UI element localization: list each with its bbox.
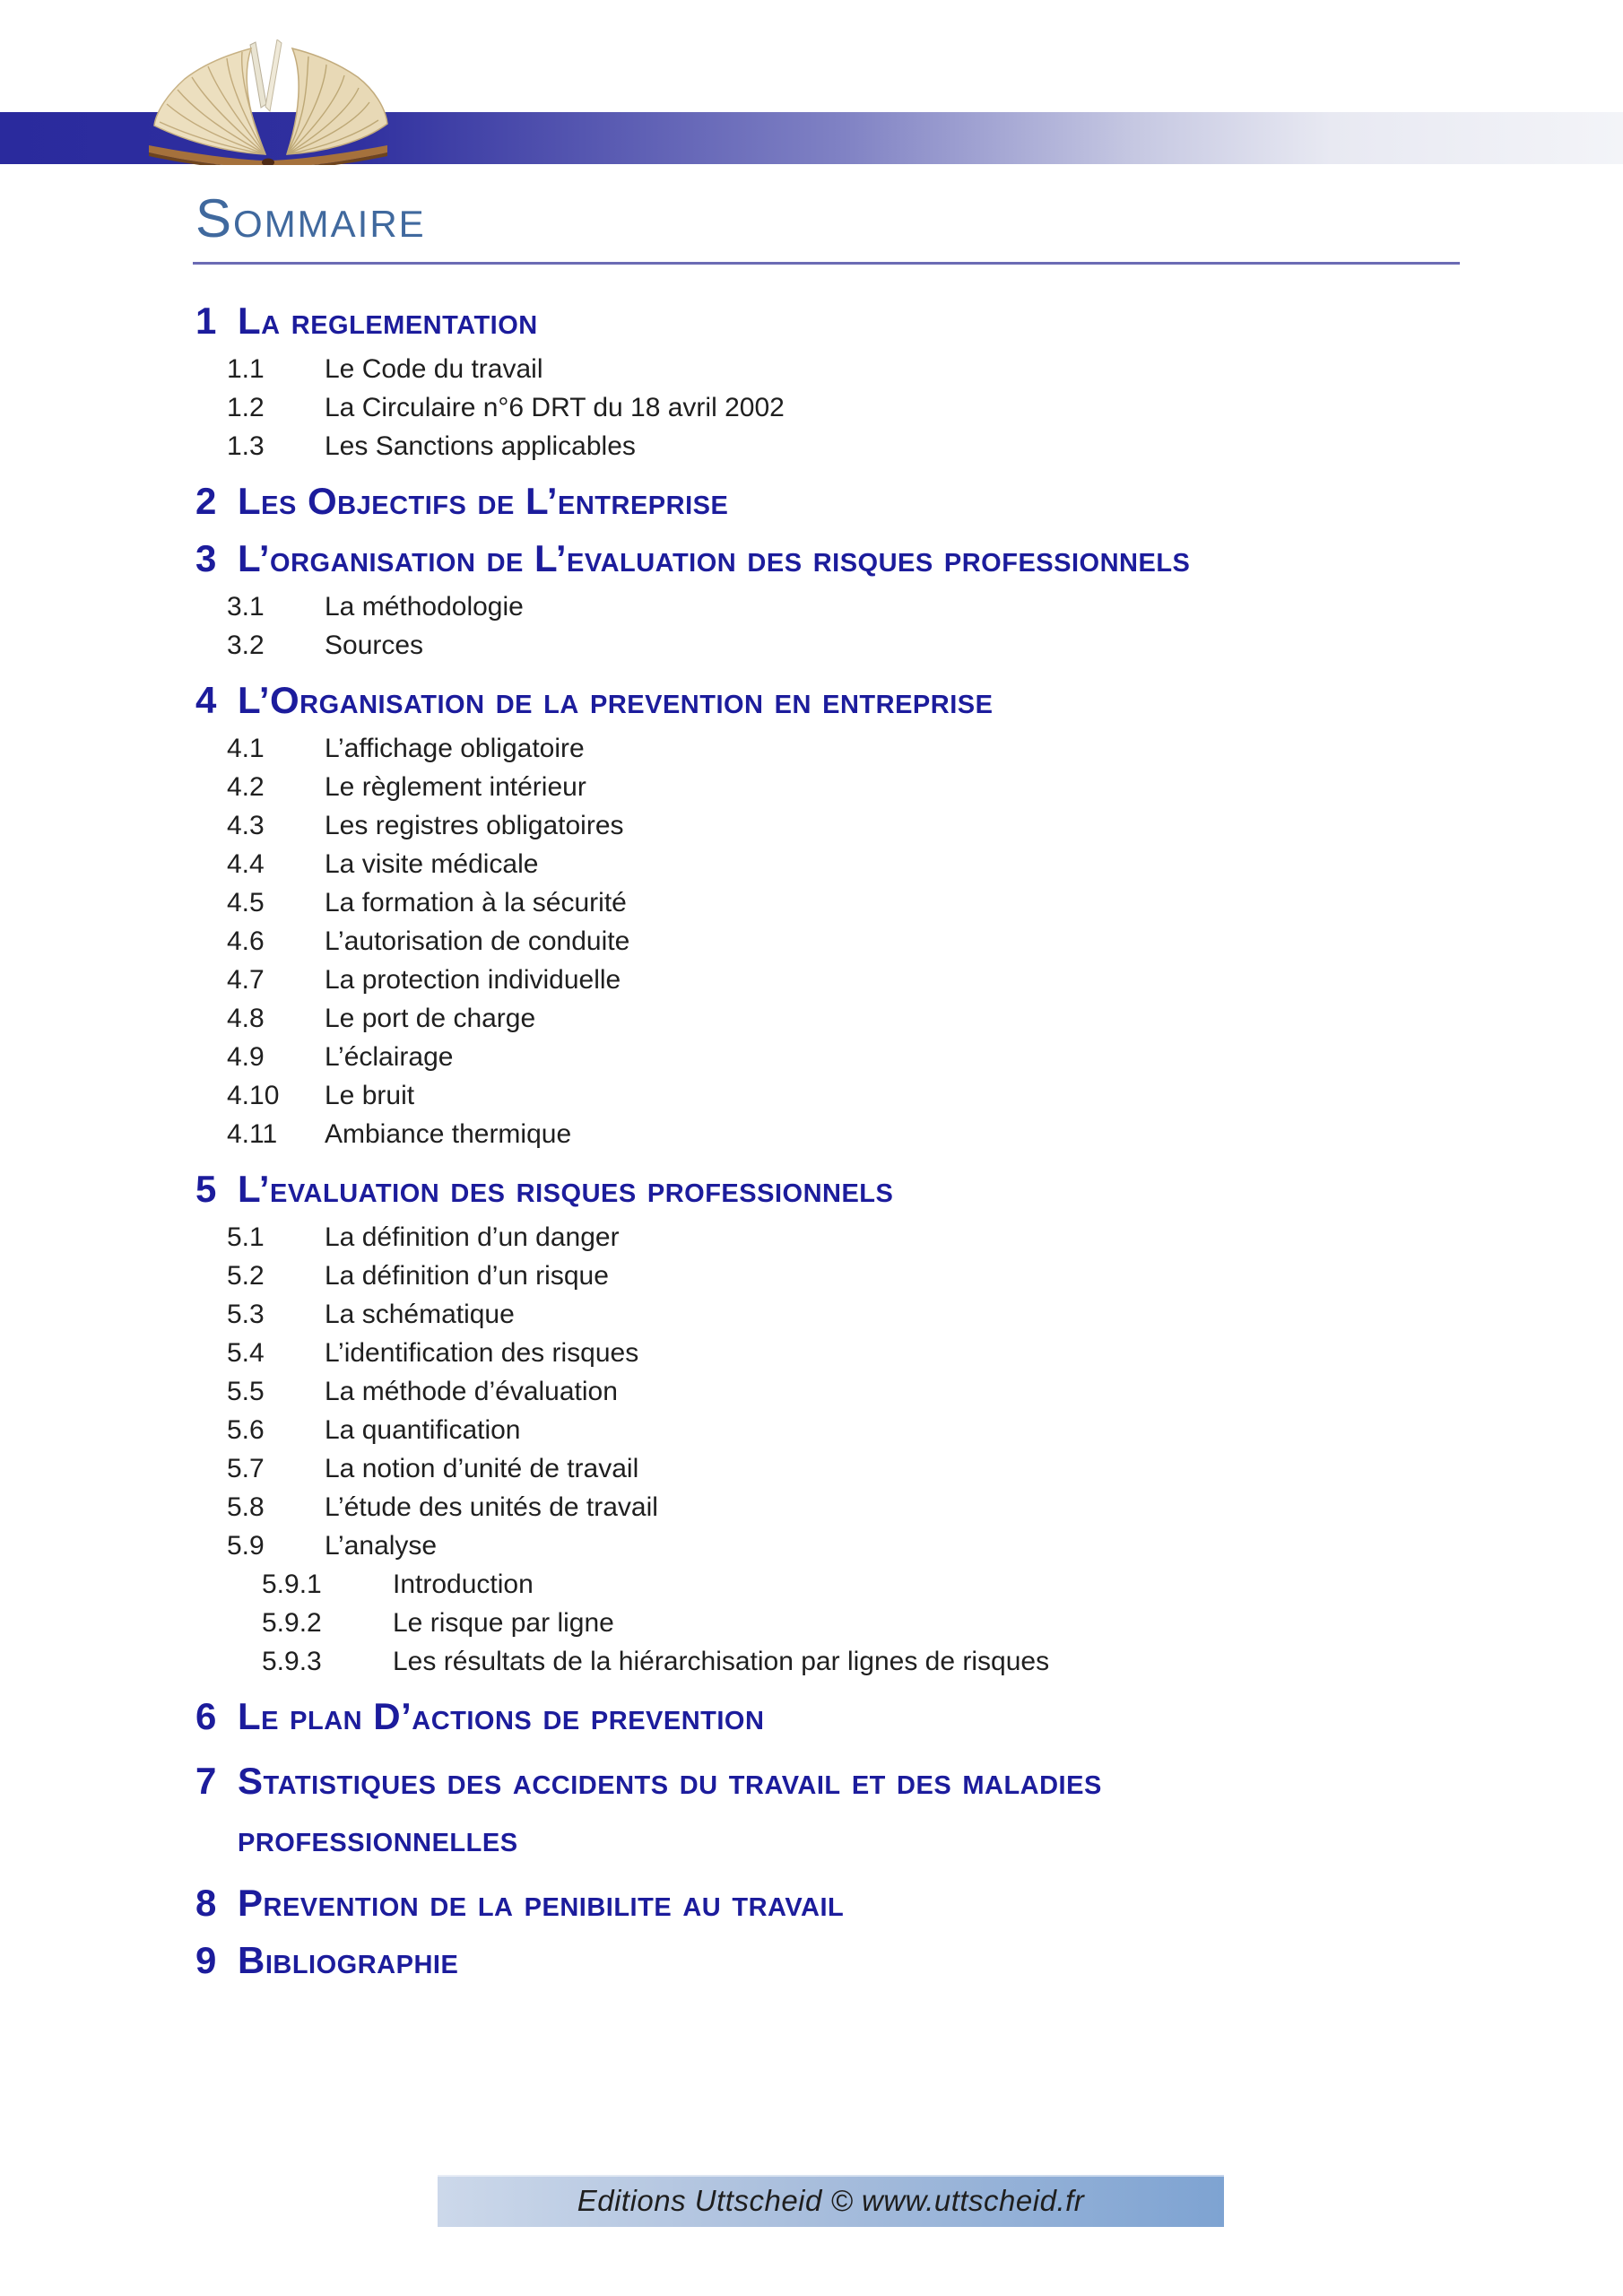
toc-item-label: Ambiance thermique	[325, 1119, 572, 1149]
toc-item-number: 5.9.1	[262, 1570, 322, 1599]
toc-item-label: L’autorisation de conduite	[325, 926, 630, 956]
toc-item-label: Les Objectifs de L’entreprise	[238, 480, 729, 522]
toc-item-3.2	[195, 626, 1462, 665]
toc-item-label: Introduction	[393, 1570, 534, 1599]
toc-item-label: L’étude des unités de travail	[325, 1492, 658, 1522]
toc-item-label: Le plan D’actions de prevention	[238, 1695, 765, 1737]
toc-item-5.4	[195, 1334, 1462, 1372]
toc-item-label: La définition d’un risque	[325, 1261, 609, 1291]
toc-item-4.9	[195, 1038, 1462, 1076]
toc-item-1.3	[195, 427, 1462, 465]
toc-item-label: Le Code du travail	[325, 354, 543, 384]
toc-item-label: La définition d’un danger	[325, 1222, 620, 1252]
toc-item-label: La notion d’unité de travail	[325, 1454, 639, 1483]
toc-item-number: 4.1	[227, 734, 265, 763]
toc-item-4.4	[195, 845, 1462, 883]
toc-item-label: L’éclairage	[325, 1042, 454, 1072]
toc-item-number: 6	[195, 1695, 217, 1737]
toc-item-number: 5.9.2	[262, 1608, 322, 1638]
toc-item-5.9.3	[195, 1642, 1462, 1681]
toc-item-label: L’Organisation de la prevention en entreprise	[238, 679, 994, 721]
toc-item-label: Statistiques des accidents du travail et des maladies professionnelles	[238, 1760, 1102, 1859]
toc-item-label: La schématique	[325, 1300, 515, 1329]
toc-item-number: 4.10	[227, 1081, 280, 1110]
toc-item-label: Le bruit	[325, 1081, 415, 1110]
toc-item-label: Les Sanctions applicables	[325, 431, 636, 461]
toc-item-4.3	[195, 806, 1462, 845]
table-of-contents	[195, 285, 1462, 1989]
toc-item-4.8	[195, 999, 1462, 1038]
page-title: Sommaire	[195, 188, 426, 248]
toc-item-4	[195, 679, 1462, 722]
toc-item-5.7	[195, 1449, 1462, 1488]
toc-item-number: 5	[195, 1168, 217, 1210]
toc-item-label: Le port de charge	[325, 1004, 536, 1033]
toc-item-number: 5.4	[227, 1338, 265, 1368]
toc-item-5	[195, 1168, 1462, 1211]
toc-item-3	[195, 537, 1462, 580]
toc-item-number: 4.2	[227, 772, 265, 802]
toc-item-5.3	[195, 1295, 1462, 1334]
toc-item-label: L’organisation de L’evaluation des risques professionnels	[238, 537, 1191, 579]
toc-item-label: L’affichage obligatoire	[325, 734, 585, 763]
toc-item-4.11	[195, 1115, 1462, 1153]
toc-item-number: 8	[195, 1882, 217, 1924]
toc-item-number: 7	[195, 1760, 217, 1802]
toc-item-5.9	[195, 1526, 1462, 1565]
toc-item-1	[195, 300, 1462, 343]
toc-item-5.9.2	[195, 1604, 1462, 1642]
toc-item-9	[195, 1939, 1462, 1982]
toc-item-number: 2	[195, 480, 217, 522]
toc-item-8	[195, 1882, 1462, 1925]
toc-item-4.2	[195, 768, 1462, 806]
toc-item-label: L’identification des risques	[325, 1338, 639, 1368]
toc-item-number: 5.9.3	[262, 1647, 322, 1676]
toc-item-5.1	[195, 1218, 1462, 1257]
open-book-icon	[142, 39, 395, 165]
toc-item-5.9.1	[195, 1565, 1462, 1604]
toc-item-number: 4.3	[227, 811, 265, 840]
toc-item-label: La Circulaire n°6 DRT du 18 avril 2002	[325, 393, 785, 422]
toc-item-number: 5.3	[227, 1300, 265, 1329]
toc-item-label: La protection individuelle	[325, 965, 621, 995]
footer-bar	[438, 2175, 1224, 2227]
toc-item-label: L’evaluation des risques professionnels	[238, 1168, 894, 1210]
toc-item-label: L’analyse	[325, 1531, 438, 1561]
toc-item-7	[195, 1752, 1462, 1867]
toc-item-label: La quantification	[325, 1415, 521, 1445]
toc-item-number: 4.5	[227, 888, 265, 918]
toc-item-label: La méthode d’évaluation	[325, 1377, 618, 1406]
toc-item-3.1	[195, 587, 1462, 626]
toc-item-number: 5.5	[227, 1377, 265, 1406]
toc-item-number: 1	[195, 300, 217, 342]
toc-item-label: Les résultats de la hiérarchisation par lignes de risques	[393, 1647, 1050, 1676]
toc-item-number: 5.9	[227, 1531, 265, 1561]
toc-item-5.8	[195, 1488, 1462, 1526]
toc-item-4.10	[195, 1076, 1462, 1115]
toc-item-label: Prevention de la penibilite au travail	[238, 1882, 845, 1924]
toc-item-label: La visite médicale	[325, 849, 539, 879]
toc-item-number: 4.8	[227, 1004, 265, 1033]
toc-item-4.6	[195, 922, 1462, 961]
toc-item-5.5	[195, 1372, 1462, 1411]
toc-item-number: 4.7	[227, 965, 265, 995]
toc-item-number: 3	[195, 537, 217, 579]
toc-item-number: 1.1	[227, 354, 265, 384]
toc-item-number: 5.7	[227, 1454, 265, 1483]
toc-item-number: 9	[195, 1939, 217, 1981]
toc-item-label: La reglementation	[238, 300, 538, 342]
toc-item-label: Le risque par ligne	[393, 1608, 614, 1638]
footer-text: Editions Uttscheid © www.uttscheid.fr	[577, 2184, 1085, 2217]
toc-item-label: Le règlement intérieur	[325, 772, 586, 802]
toc-item-1.2	[195, 388, 1462, 427]
toc-item-number: 5.6	[227, 1415, 265, 1445]
toc-item-number: 4.6	[227, 926, 265, 956]
toc-item-number: 3.1	[227, 592, 265, 622]
toc-item-number: 1.2	[227, 393, 265, 422]
toc-item-number: 4	[195, 679, 217, 721]
toc-item-5.6	[195, 1411, 1462, 1449]
toc-item-label: Sources	[325, 631, 424, 660]
title-underline	[193, 262, 1460, 265]
toc-item-number: 3.2	[227, 631, 265, 660]
toc-item-number: 5.1	[227, 1222, 265, 1252]
toc-item-4.7	[195, 961, 1462, 999]
toc-item-label: La méthodologie	[325, 592, 524, 622]
toc-item-label: Bibliographie	[238, 1939, 459, 1981]
toc-item-4.1	[195, 729, 1462, 768]
toc-item-number: 4.11	[227, 1119, 278, 1149]
toc-item-number: 1.3	[227, 431, 265, 461]
toc-item-2	[195, 480, 1462, 523]
toc-item-5.2	[195, 1257, 1462, 1295]
toc-item-number: 5.2	[227, 1261, 265, 1291]
toc-item-1.1	[195, 350, 1462, 388]
toc-item-number: 4.4	[227, 849, 265, 879]
toc-item-label: La formation à la sécurité	[325, 888, 627, 918]
toc-item-number: 4.9	[227, 1042, 265, 1072]
toc-item-label: Les registres obligatoires	[325, 811, 624, 840]
toc-item-4.5	[195, 883, 1462, 922]
toc-item-number: 5.8	[227, 1492, 265, 1522]
toc-item-6	[195, 1695, 1462, 1738]
